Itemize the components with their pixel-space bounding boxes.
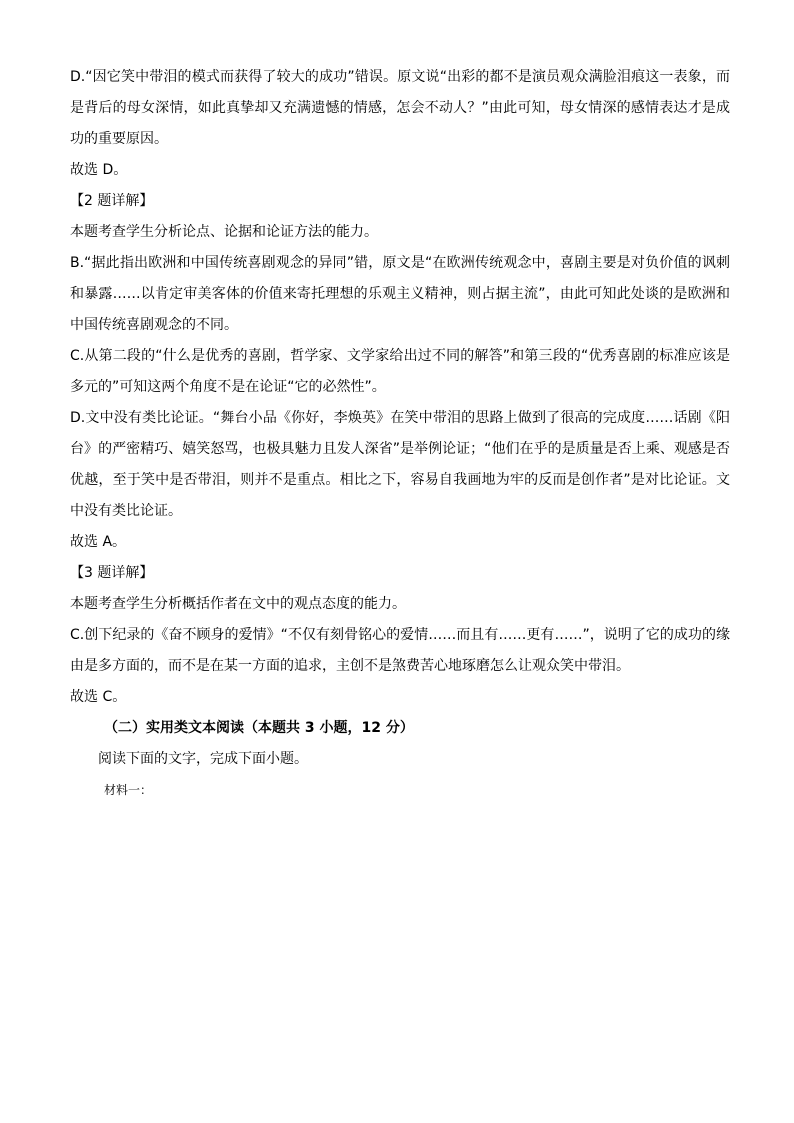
answer-3-choice: 故选 C。 <box>70 689 127 705</box>
question-2-heading: 【2 题详解】 <box>70 193 154 209</box>
question-3-heading: 【3 题详解】 <box>70 565 154 581</box>
reading-instruction: 阅读下面的文字，完成下面小题。 <box>98 751 308 767</box>
question-3-intro: 本题考查学生分析概括作者在文中的观点态度的能力。 <box>70 596 406 612</box>
answer-1-explanation: D.“因它笑中带泪的模式而获得了较大的成功”错误。原文说“出彩的都不是演员观众满脸泪痕这一表象，而是背后的母女深情，如此真挚却又充满遗憾的情感，怎会不动人？”由此可知，母女情深的感情表达才是成功的重要原因。 <box>70 69 730 147</box>
answer-2-choice: 故选 A。 <box>70 534 127 550</box>
question-2-option-d: D.文中没有类比论证。“舞台小品《你好，李焕英》在笑中带泪的思路上做到了很高的完成度……话剧《阳台》的严密精巧、嬉笑怒骂，也极具魅力且发人深省”是举例论证；“他们在乎的是质量是否上乘、观感是否优越，至于笑中是否带泪，则并不是重点。相比之下，容易自我画地为牢的反而是创作者”是对比论证。文中没有类比论证。 <box>70 410 730 519</box>
material-label: 材料一： <box>104 783 153 797</box>
question-3-option-c: C.创下纪录的《奋不顾身的爱情》“不仅有刻骨铭心的爱情……而且有……更有……”，说明了它的成功的缘由是多方面的，而不是在某一方面的追求，主创不是煞费苦心地琢磨怎么让观众笑中带泪。 <box>70 627 730 674</box>
document-body <box>70 62 730 806</box>
section-title: （二）实用类文本阅读（本题共 3 小题，12 分） <box>104 720 414 736</box>
question-2-option-b: B.“据此指出欧洲和中国传统喜剧观念的异同”错，原文是“在欧洲传统观念中，喜剧主要是对负价值的讽刺和暴露……以肯定审美客体的价值来寄托理想的乐观主义精神，则占据主流”，由此可知此处谈的是欧洲和中国传统喜剧观念的不同。 <box>70 255 730 333</box>
question-2-intro: 本题考查学生分析论点、论据和论证方法的能力。 <box>70 224 378 240</box>
answer-1-choice: 故选 D。 <box>70 162 128 178</box>
question-2-option-c: C.从第二段的“什么是优秀的喜剧，哲学家、文学家给出过不同的解答”和第三段的“优秀喜剧的标准应该是多元的”可知这两个角度不是在论证“它的必然性”。 <box>70 348 730 395</box>
